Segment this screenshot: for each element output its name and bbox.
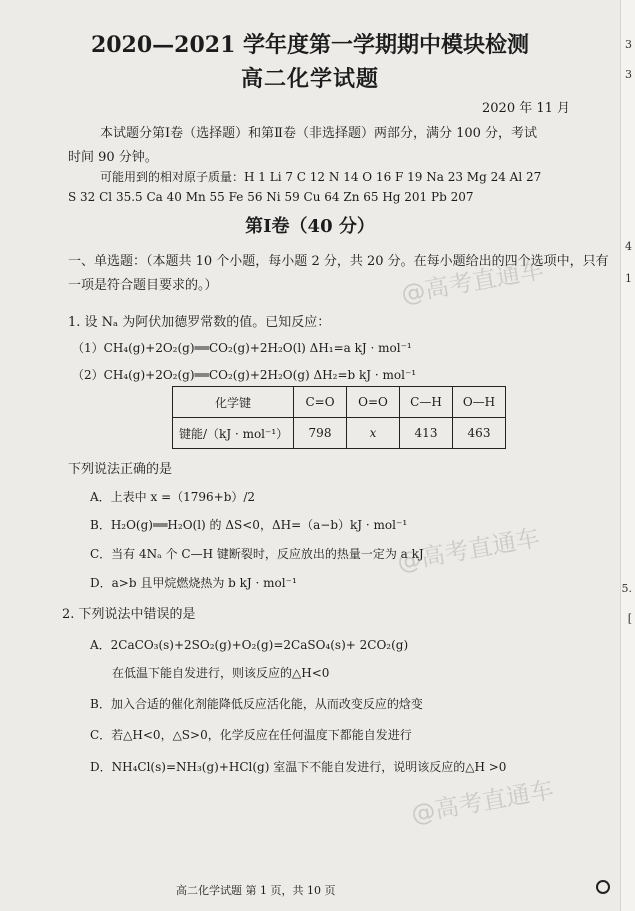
question-1-option-b: B．H₂O(g)══H₂O(l) 的 ΔS<0，ΔH=（a−b）kJ · mol⁻¹	[90, 518, 408, 532]
edge-mark: 3	[625, 68, 632, 81]
exam-title: 2020—2021 学年度第一学期期中模块检测	[90, 32, 530, 58]
question-1-option-d: D．a>b 且甲烷燃烧热为 b kJ · mol⁻¹	[90, 576, 297, 590]
intro-line-2: 时间 90 分钟。	[68, 150, 158, 165]
watermark: @高考直通车	[409, 775, 556, 829]
question-1-stem: 1. 设 Nₐ 为阿伏加德罗常数的值。已知反应：	[68, 315, 331, 330]
part-instructions-1: 一、单选题：（本题共 10 个小题，每小题 2 分，共 20 分。在每小题给出的四个选项中，只有	[68, 254, 609, 269]
exam-date: 2020 年 11 月	[482, 101, 571, 116]
question-2-option-a-cont: 在低温下能自发进行，则该反应的△H<0	[112, 666, 330, 680]
question-2-option-c: C．若△H<0，△S>0，化学反应在任何温度下都能自发进行	[90, 728, 412, 742]
corner-circle-mark	[596, 880, 610, 894]
table-cell: 463	[453, 418, 506, 449]
atomic-masses-line-2: S 32 Cl 35.5 Ca 40 Mn 55 Fe 56 Ni 59 Cu 64 Zn 65 Hg 201 Pb 207	[68, 190, 474, 204]
atomic-masses-line-1: 可能用到的相对原子质量：H 1 Li 7 C 12 N 14 O 16 F 19 Na 23 Mg 24 Al 27	[100, 170, 542, 184]
part-instructions-2: 一项是符合题目要求的。）	[68, 278, 218, 293]
subject-title: 高二化学试题	[240, 66, 379, 92]
question-2-stem: 2. 下列说法中错误的是	[62, 607, 196, 622]
table-cell: 798	[294, 418, 347, 449]
table-header-cell: C=O	[294, 387, 347, 418]
table-header-row	[173, 387, 506, 418]
table-header-cell: O=O	[347, 387, 400, 418]
page-footer: 高二化学试题 第 1 页，共 10 页	[176, 884, 336, 897]
edge-mark: 4	[625, 240, 632, 253]
watermark: @高考直通车	[395, 523, 542, 577]
table-row-label: 键能/（kJ · mol⁻¹）	[173, 418, 294, 449]
question-1-option-a: A．上表中 x =（1796+b）/2	[90, 490, 256, 504]
question-2-option-d: D．NH₄Cl(s)=NH₃(g)+HCl(g) 室温下不能自发进行，说明该反应的△H >0	[90, 760, 507, 774]
table-row	[173, 418, 506, 449]
bond-energy-table	[172, 386, 506, 449]
table-header-cell: C—H	[400, 387, 453, 418]
question-1-option-c: C．当有 4Nₐ 个 C—H 键断裂时，反应放出的热量一定为 a kJ	[90, 547, 424, 561]
edge-mark: [	[627, 612, 632, 625]
table-cell: x	[347, 418, 400, 449]
table-cell: 413	[400, 418, 453, 449]
next-page-edge	[620, 0, 635, 911]
table-header-cell: O—H	[453, 387, 506, 418]
intro-line-1: 本试题分第Ⅰ卷（选择题）和第Ⅱ卷（非选择题）两部分，满分 100 分，考试	[100, 126, 538, 141]
question-2-option-a: A．2CaCO₃(s)+2SO₂(g)+O₂(g)=2CaSO₄(s)+ 2CO₂(g)	[90, 638, 409, 652]
edge-mark: 5.	[621, 582, 632, 595]
table-header-cell: 化学键	[173, 387, 294, 418]
question-2-option-b: B．加入合适的催化剂能降低反应活化能，从而改变反应的焓变	[90, 697, 423, 711]
question-1-prompt: 下列说法正确的是	[68, 462, 173, 477]
edge-mark: 1	[625, 272, 632, 285]
reaction-2: （2）CH₄(g)+2O₂(g)══CO₂(g)+2H₂O(g) ΔH₂=b kJ · mol⁻¹	[72, 368, 417, 382]
watermark: @高考直通车	[399, 255, 546, 309]
reaction-1: （1）CH₄(g)+2O₂(g)══CO₂(g)+2H₂O(l) ΔH₁=a kJ · mol⁻¹	[72, 341, 412, 355]
section-title: 第Ⅰ卷（40 分）	[245, 216, 375, 237]
edge-mark: 3	[625, 38, 632, 51]
